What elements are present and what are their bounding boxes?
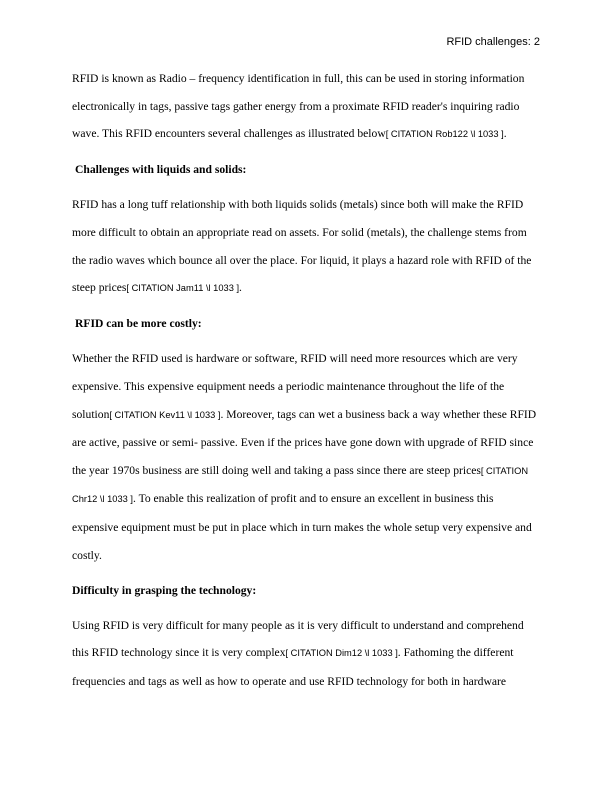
difficulty-paragraph (72, 612, 542, 696)
running-head: RFID challenges: 2 (446, 36, 540, 48)
costly-text-3: . To enable this realization of profit and to ensure an excellent in business this expensive equipment must be put in place which in turn makes the whole setup very expensive and costly. (72, 492, 532, 562)
difficulty-text-2: . Fathoming the different frequencies and tags as well as how to operate and use RFID technology for both in hardware (72, 646, 514, 688)
section-heading-difficulty: Difficulty in grasping the technology: (72, 583, 257, 597)
costly-text-1: Whether the RFID used is hardware or software, RFID will need more resources which are very expensive. This expensive equipment needs a periodic maintenance throughout the life of the solution (72, 352, 518, 421)
citation: [ CITATION Kev11 \l 1033 ] (109, 409, 221, 420)
difficulty-text-1: Using RFID is very difficult for many people as it is very difficult to understand and comprehend this RFID technology since it is very complex (72, 618, 524, 660)
liquids-tail: . (239, 281, 242, 295)
section-heading-liquids: Challenges with liquids and solids: (75, 163, 247, 177)
intro-paragraph (72, 65, 542, 149)
costly-paragraph (72, 345, 542, 569)
intro-text: RFID is known as Radio – frequency identification in full, this can be used in storing information electronically in tags, passive tags gather energy from a proximate RFID reader's inquiring radio wave. This RFID encounters several challenges as illustrated below (72, 72, 525, 141)
costly-text-2: . Moreover, tags can wet a business back a way whether these RFID are active, passive or semi- passive. Even if the prices have gone down with upgrade of RFID since the year 1970s business are still doing well and taking a pass since there are steep prices (72, 407, 537, 477)
liquids-paragraph (72, 191, 542, 302)
citation: [ CITATION Chr12 \l 1033 ] (72, 465, 529, 505)
citation: [ CITATION Jam11 \l 1033 ] (126, 283, 240, 294)
citation: [ CITATION Dim12 \l 1033 ] (285, 648, 398, 659)
intro-tail: . (503, 127, 507, 141)
section-heading-costly: RFID can be more costly: (75, 317, 202, 331)
liquids-text: RFID has a long tuff relationship with both liquids solids (metals) since both will make the RFID more difficult to obtain an appropriate read on assets. For solid (metals), the challenge stems from the radio waves which bounce all over the place. For liquid, it plays a hazard role with RFID of the steep prices (72, 198, 532, 295)
document-body (72, 65, 542, 695)
citation: [ CITATION Rob122 \l 1033 ] (385, 129, 504, 140)
